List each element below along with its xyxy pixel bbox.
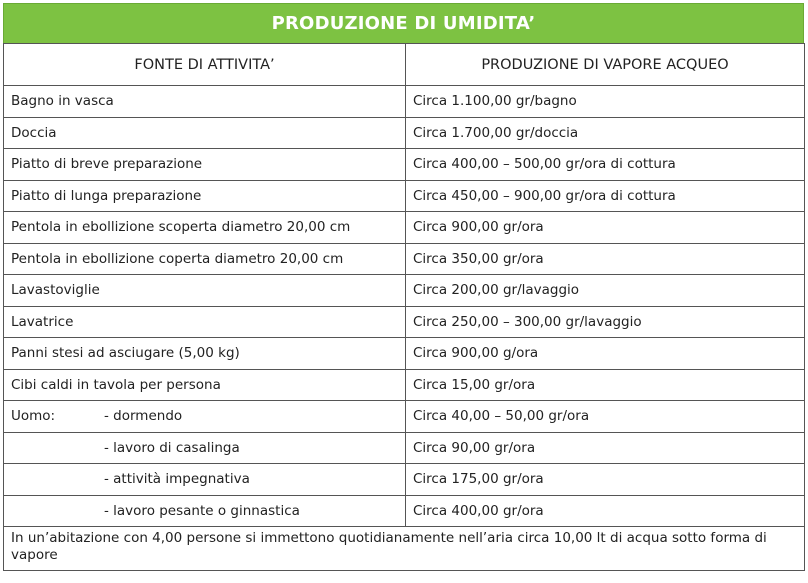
table-row [4,180,805,212]
output-cell: Circa 175,00 gr/ora [406,464,805,496]
uomo-label: Uomo: [11,408,56,425]
table-row [4,86,805,118]
output-cell: Circa 1.700,00 gr/doccia [406,117,805,149]
table-row [4,306,805,338]
source-cell: Panni stesi ad asciugare (5,00 kg) [4,338,406,370]
header-row [4,44,805,86]
source-cell: Piatto di lunga preparazione [4,180,406,212]
source-cell: Pentola in ebollizione coperta diametro 20,00 cm [4,243,406,275]
source-cell: Bagno in vasca [4,86,406,118]
source-cell: Cibi caldi in tavola per persona [4,369,406,401]
table-row [4,275,805,307]
uomo-row [4,401,805,433]
uomo-activity: - lavoro di casalinga [4,432,406,464]
source-cell: Lavastoviglie [4,275,406,307]
humidity-table [3,43,805,571]
uomo-row [4,495,805,527]
table-row [4,117,805,149]
uomo-activity: - lavoro pesante o ginnastica [4,495,406,527]
output-cell: Circa 200,00 gr/lavaggio [406,275,805,307]
uomo-activity: - dormendo [104,408,183,425]
output-cell: Circa 90,00 gr/ora [406,432,805,464]
table-row [4,149,805,181]
source-cell: Doccia [4,117,406,149]
footnote: In un’abitazione con 4,00 persone si immettono quotidianamente nell’aria circa 10,00 lt di acqua sotto forma di vapore [4,527,805,571]
uomo-row [4,432,805,464]
table-row [4,243,805,275]
humidity-table-container [3,3,804,571]
footnote-row [4,527,805,571]
header-output: PRODUZIONE DI VAPORE ACQUEO [406,44,805,86]
output-cell: Circa 450,00 – 900,00 gr/ora di cottura [406,180,805,212]
output-cell: Circa 250,00 – 300,00 gr/lavaggio [406,306,805,338]
table-title: PRODUZIONE DI UMIDITA’ [3,3,804,43]
header-source: FONTE DI ATTIVITA’ [4,44,406,86]
uomo-activity: - attività impegnativa [4,464,406,496]
source-cell [4,401,406,433]
output-cell: Circa 15,00 gr/ora [406,369,805,401]
uomo-row [4,464,805,496]
source-cell: Piatto di breve preparazione [4,149,406,181]
table-row [4,212,805,244]
source-cell: Pentola in ebollizione scoperta diametro 20,00 cm [4,212,406,244]
output-cell: Circa 400,00 – 500,00 gr/ora di cottura [406,149,805,181]
output-cell: Circa 40,00 – 50,00 gr/ora [406,401,805,433]
output-cell: Circa 400,00 gr/ora [406,495,805,527]
source-cell: Lavatrice [4,306,406,338]
output-cell: Circa 900,00 gr/ora [406,212,805,244]
output-cell: Circa 1.100,00 gr/bagno [406,86,805,118]
table-row [4,338,805,370]
output-cell: Circa 900,00 g/ora [406,338,805,370]
table-row [4,369,805,401]
output-cell: Circa 350,00 gr/ora [406,243,805,275]
